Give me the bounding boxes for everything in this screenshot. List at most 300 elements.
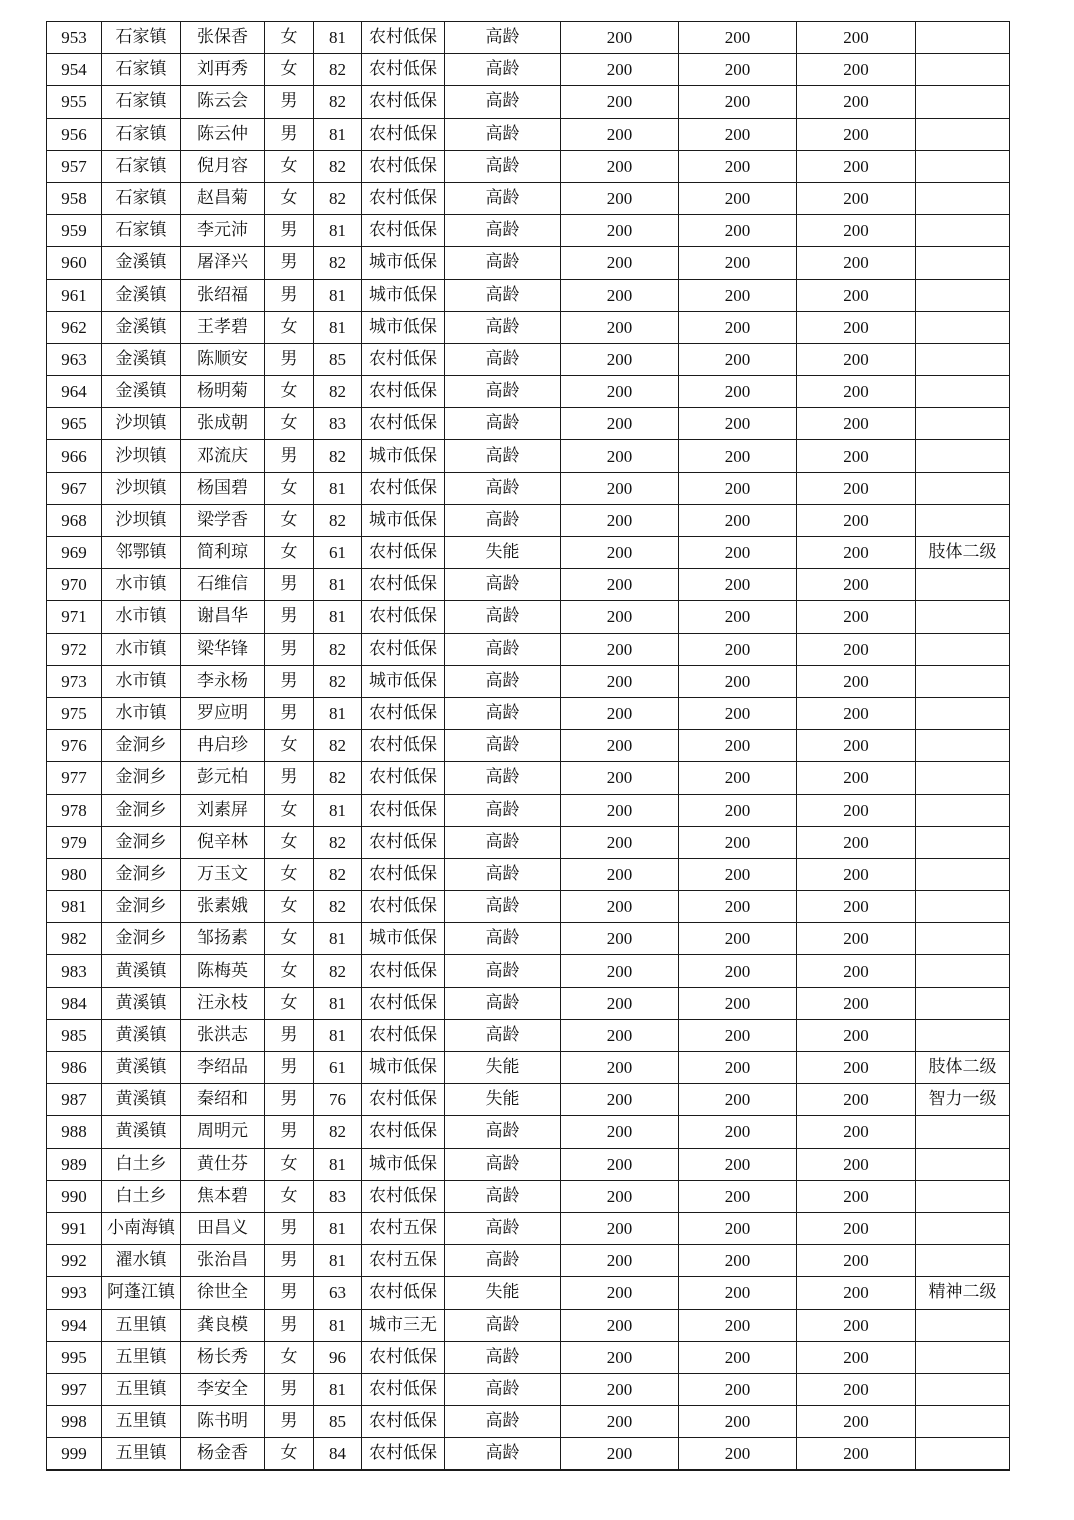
cell-amount-1: 200	[561, 987, 679, 1019]
cell-row-number: 988	[47, 1116, 102, 1148]
cell-age: 81	[314, 569, 362, 601]
cell-township: 沙坝镇	[102, 408, 181, 440]
cell-amount-3: 200	[797, 923, 916, 955]
cell-amount-2: 200	[679, 1019, 797, 1051]
cell-amount-3: 200	[797, 1277, 916, 1309]
cell-name: 汪永枝	[181, 987, 265, 1019]
table-row	[47, 1245, 1010, 1277]
cell-name: 徐世全	[181, 1277, 265, 1309]
cell-amount-2: 200	[679, 1052, 797, 1084]
cell-type: 高龄	[445, 472, 561, 504]
cell-amount-3: 200	[797, 826, 916, 858]
cell-name: 李绍品	[181, 1052, 265, 1084]
cell-age: 63	[314, 1277, 362, 1309]
cell-name: 张成朝	[181, 408, 265, 440]
table-row	[47, 343, 1010, 375]
table-row	[47, 569, 1010, 601]
cell-note	[916, 118, 1010, 150]
roster-table	[46, 21, 1010, 1471]
cell-age: 81	[314, 279, 362, 311]
cell-age: 84	[314, 1438, 362, 1471]
cell-gender: 女	[265, 22, 314, 54]
cell-age: 81	[314, 987, 362, 1019]
cell-age: 81	[314, 1373, 362, 1405]
cell-row-number: 964	[47, 376, 102, 408]
cell-type: 高龄	[445, 247, 561, 279]
cell-amount-1: 200	[561, 22, 679, 54]
cell-name: 谢昌华	[181, 601, 265, 633]
cell-amount-2: 200	[679, 730, 797, 762]
table-row	[47, 504, 1010, 536]
cell-type: 高龄	[445, 601, 561, 633]
cell-type: 高龄	[445, 1341, 561, 1373]
cell-amount-2: 200	[679, 504, 797, 536]
cell-age: 61	[314, 1052, 362, 1084]
cell-amount-3: 200	[797, 697, 916, 729]
cell-amount-2: 200	[679, 1373, 797, 1405]
cell-row-number: 980	[47, 858, 102, 890]
cell-name: 杨国碧	[181, 472, 265, 504]
cell-row-number: 970	[47, 569, 102, 601]
cell-category: 农村低保	[362, 891, 445, 923]
table-row	[47, 408, 1010, 440]
cell-amount-1: 200	[561, 1212, 679, 1244]
cell-note	[916, 826, 1010, 858]
cell-township: 小南海镇	[102, 1212, 181, 1244]
cell-note	[916, 472, 1010, 504]
cell-row-number: 995	[47, 1341, 102, 1373]
cell-amount-2: 200	[679, 1084, 797, 1116]
cell-name: 刘再秀	[181, 54, 265, 86]
cell-amount-3: 200	[797, 1406, 916, 1438]
cell-amount-1: 200	[561, 118, 679, 150]
cell-gender: 男	[265, 633, 314, 665]
cell-gender: 男	[265, 247, 314, 279]
cell-amount-3: 200	[797, 1148, 916, 1180]
cell-row-number: 981	[47, 891, 102, 923]
cell-name: 杨长秀	[181, 1341, 265, 1373]
cell-name: 王孝碧	[181, 311, 265, 343]
cell-amount-3: 200	[797, 1341, 916, 1373]
cell-amount-2: 200	[679, 1277, 797, 1309]
cell-type: 高龄	[445, 987, 561, 1019]
cell-age: 81	[314, 697, 362, 729]
cell-type: 高龄	[445, 955, 561, 987]
cell-name: 陈顺安	[181, 343, 265, 375]
cell-age: 83	[314, 408, 362, 440]
cell-gender: 女	[265, 54, 314, 86]
cell-amount-3: 200	[797, 858, 916, 890]
table-row	[47, 1084, 1010, 1116]
cell-township: 濯水镇	[102, 1245, 181, 1277]
cell-row-number: 999	[47, 1438, 102, 1471]
table-row	[47, 730, 1010, 762]
cell-township: 黄溪镇	[102, 1052, 181, 1084]
cell-township: 黄溪镇	[102, 1116, 181, 1148]
cell-gender: 女	[265, 955, 314, 987]
cell-category: 农村低保	[362, 1084, 445, 1116]
cell-type: 高龄	[445, 1438, 561, 1471]
cell-row-number: 986	[47, 1052, 102, 1084]
cell-township: 金溪镇	[102, 343, 181, 375]
cell-amount-3: 200	[797, 762, 916, 794]
cell-note	[916, 1019, 1010, 1051]
cell-amount-3: 200	[797, 376, 916, 408]
table-row	[47, 279, 1010, 311]
cell-type: 高龄	[445, 118, 561, 150]
table-row	[47, 601, 1010, 633]
cell-row-number: 965	[47, 408, 102, 440]
cell-amount-1: 200	[561, 279, 679, 311]
cell-amount-1: 200	[561, 633, 679, 665]
cell-amount-2: 200	[679, 923, 797, 955]
cell-type: 高龄	[445, 54, 561, 86]
cell-type: 失能	[445, 537, 561, 569]
cell-amount-3: 200	[797, 311, 916, 343]
cell-note	[916, 311, 1010, 343]
cell-amount-2: 200	[679, 343, 797, 375]
cell-category: 农村低保	[362, 1116, 445, 1148]
cell-name: 梁华锋	[181, 633, 265, 665]
cell-township: 五里镇	[102, 1406, 181, 1438]
cell-gender: 女	[265, 826, 314, 858]
cell-category: 农村低保	[362, 697, 445, 729]
cell-name: 陈书明	[181, 1406, 265, 1438]
cell-gender: 男	[265, 1116, 314, 1148]
cell-row-number: 992	[47, 1245, 102, 1277]
cell-name: 赵昌菊	[181, 182, 265, 214]
cell-amount-2: 200	[679, 472, 797, 504]
cell-type: 高龄	[445, 440, 561, 472]
cell-type: 高龄	[445, 891, 561, 923]
cell-amount-1: 200	[561, 569, 679, 601]
cell-age: 82	[314, 633, 362, 665]
cell-note	[916, 601, 1010, 633]
cell-amount-1: 200	[561, 86, 679, 118]
cell-note	[916, 1180, 1010, 1212]
cell-category: 农村低保	[362, 408, 445, 440]
cell-type: 高龄	[445, 279, 561, 311]
cell-age: 96	[314, 1341, 362, 1373]
cell-amount-3: 200	[797, 730, 916, 762]
cell-category: 农村低保	[362, 150, 445, 182]
cell-amount-1: 200	[561, 1148, 679, 1180]
cell-type: 高龄	[445, 182, 561, 214]
cell-row-number: 959	[47, 215, 102, 247]
cell-category: 农村低保	[362, 633, 445, 665]
table-row	[47, 537, 1010, 569]
cell-type: 高龄	[445, 343, 561, 375]
cell-amount-1: 200	[561, 955, 679, 987]
cell-amount-1: 200	[561, 1309, 679, 1341]
cell-amount-1: 200	[561, 376, 679, 408]
cell-type: 高龄	[445, 1116, 561, 1148]
cell-amount-1: 200	[561, 215, 679, 247]
cell-gender: 男	[265, 1406, 314, 1438]
cell-amount-1: 200	[561, 794, 679, 826]
cell-row-number: 976	[47, 730, 102, 762]
cell-note	[916, 440, 1010, 472]
cell-name: 邓流庆	[181, 440, 265, 472]
cell-gender: 男	[265, 279, 314, 311]
cell-amount-1: 200	[561, 472, 679, 504]
cell-type: 高龄	[445, 1245, 561, 1277]
cell-amount-3: 200	[797, 150, 916, 182]
cell-category: 农村低保	[362, 794, 445, 826]
cell-category: 农村低保	[362, 762, 445, 794]
cell-type: 高龄	[445, 1406, 561, 1438]
cell-amount-1: 200	[561, 537, 679, 569]
cell-amount-3: 200	[797, 86, 916, 118]
cell-note	[916, 1341, 1010, 1373]
cell-name: 陈云仲	[181, 118, 265, 150]
cell-age: 85	[314, 1406, 362, 1438]
cell-type: 高龄	[445, 569, 561, 601]
cell-note	[916, 762, 1010, 794]
table-row	[47, 1309, 1010, 1341]
cell-type: 高龄	[445, 697, 561, 729]
cell-row-number: 991	[47, 1212, 102, 1244]
cell-note	[916, 1373, 1010, 1405]
cell-type: 失能	[445, 1052, 561, 1084]
cell-amount-3: 200	[797, 1084, 916, 1116]
cell-note	[916, 54, 1010, 86]
cell-category: 城市三无	[362, 1309, 445, 1341]
cell-amount-3: 200	[797, 247, 916, 279]
cell-note	[916, 279, 1010, 311]
cell-amount-3: 200	[797, 1309, 916, 1341]
cell-note	[916, 150, 1010, 182]
cell-township: 黄溪镇	[102, 1019, 181, 1051]
cell-amount-1: 200	[561, 182, 679, 214]
cell-amount-2: 200	[679, 955, 797, 987]
cell-name: 屠泽兴	[181, 247, 265, 279]
cell-gender: 女	[265, 1341, 314, 1373]
cell-note: 智力一级	[916, 1084, 1010, 1116]
cell-amount-1: 200	[561, 504, 679, 536]
cell-category: 农村低保	[362, 86, 445, 118]
cell-type: 失能	[445, 1084, 561, 1116]
cell-age: 81	[314, 215, 362, 247]
cell-amount-2: 200	[679, 247, 797, 279]
cell-gender: 男	[265, 1373, 314, 1405]
cell-category: 城市低保	[362, 665, 445, 697]
cell-amount-1: 200	[561, 665, 679, 697]
cell-age: 81	[314, 1212, 362, 1244]
cell-note	[916, 215, 1010, 247]
cell-note: 精神二级	[916, 1277, 1010, 1309]
table-row	[47, 987, 1010, 1019]
cell-gender: 男	[265, 1212, 314, 1244]
cell-row-number: 978	[47, 794, 102, 826]
cell-category: 农村低保	[362, 1277, 445, 1309]
cell-gender: 男	[265, 697, 314, 729]
cell-amount-1: 200	[561, 826, 679, 858]
cell-amount-3: 200	[797, 1438, 916, 1471]
cell-township: 黄溪镇	[102, 1084, 181, 1116]
table-row	[47, 182, 1010, 214]
cell-township: 黄溪镇	[102, 955, 181, 987]
cell-row-number: 963	[47, 343, 102, 375]
cell-gender: 女	[265, 923, 314, 955]
cell-note	[916, 86, 1010, 118]
cell-gender: 男	[265, 1277, 314, 1309]
cell-amount-3: 200	[797, 665, 916, 697]
cell-amount-2: 200	[679, 1309, 797, 1341]
cell-row-number: 969	[47, 537, 102, 569]
cell-type: 高龄	[445, 826, 561, 858]
cell-type: 高龄	[445, 1373, 561, 1405]
cell-township: 白土乡	[102, 1148, 181, 1180]
table-row	[47, 376, 1010, 408]
table-row	[47, 215, 1010, 247]
table-row	[47, 923, 1010, 955]
cell-amount-3: 200	[797, 891, 916, 923]
cell-amount-3: 200	[797, 1116, 916, 1148]
cell-amount-1: 200	[561, 440, 679, 472]
cell-township: 金洞乡	[102, 923, 181, 955]
cell-type: 高龄	[445, 22, 561, 54]
cell-amount-2: 200	[679, 215, 797, 247]
cell-note	[916, 665, 1010, 697]
cell-amount-2: 200	[679, 86, 797, 118]
cell-note	[916, 569, 1010, 601]
cell-township: 金洞乡	[102, 891, 181, 923]
cell-age: 81	[314, 1148, 362, 1180]
cell-category: 农村低保	[362, 569, 445, 601]
table-row	[47, 1019, 1010, 1051]
cell-amount-1: 200	[561, 1180, 679, 1212]
cell-gender: 男	[265, 601, 314, 633]
cell-gender: 男	[265, 569, 314, 601]
cell-amount-3: 200	[797, 1212, 916, 1244]
cell-row-number: 998	[47, 1406, 102, 1438]
cell-row-number: 990	[47, 1180, 102, 1212]
cell-township: 金溪镇	[102, 247, 181, 279]
cell-amount-1: 200	[561, 1084, 679, 1116]
cell-amount-1: 200	[561, 1052, 679, 1084]
cell-township: 金洞乡	[102, 762, 181, 794]
cell-name: 秦绍和	[181, 1084, 265, 1116]
cell-name: 刘素屏	[181, 794, 265, 826]
table-row	[47, 633, 1010, 665]
cell-age: 82	[314, 504, 362, 536]
cell-amount-1: 200	[561, 923, 679, 955]
cell-gender: 女	[265, 376, 314, 408]
cell-name: 龚良模	[181, 1309, 265, 1341]
cell-amount-3: 200	[797, 1019, 916, 1051]
cell-gender: 女	[265, 987, 314, 1019]
cell-type: 高龄	[445, 1309, 561, 1341]
cell-type: 高龄	[445, 858, 561, 890]
cell-township: 沙坝镇	[102, 504, 181, 536]
cell-note	[916, 504, 1010, 536]
cell-township: 石家镇	[102, 22, 181, 54]
cell-age: 82	[314, 762, 362, 794]
cell-category: 农村低保	[362, 1180, 445, 1212]
cell-age: 81	[314, 118, 362, 150]
cell-type: 高龄	[445, 762, 561, 794]
cell-amount-1: 200	[561, 408, 679, 440]
cell-age: 82	[314, 86, 362, 118]
cell-amount-1: 200	[561, 697, 679, 729]
cell-row-number: 953	[47, 22, 102, 54]
cell-age: 81	[314, 311, 362, 343]
cell-row-number: 954	[47, 54, 102, 86]
cell-note	[916, 343, 1010, 375]
cell-township: 五里镇	[102, 1309, 181, 1341]
cell-township: 沙坝镇	[102, 440, 181, 472]
cell-category: 农村低保	[362, 118, 445, 150]
cell-age: 82	[314, 182, 362, 214]
cell-amount-1: 200	[561, 601, 679, 633]
cell-type: 高龄	[445, 1019, 561, 1051]
cell-amount-2: 200	[679, 1148, 797, 1180]
cell-gender: 男	[265, 440, 314, 472]
cell-amount-1: 200	[561, 311, 679, 343]
cell-amount-3: 200	[797, 215, 916, 247]
cell-category: 城市低保	[362, 504, 445, 536]
cell-row-number: 997	[47, 1373, 102, 1405]
cell-amount-3: 200	[797, 794, 916, 826]
cell-amount-2: 200	[679, 182, 797, 214]
table-row	[47, 1116, 1010, 1148]
cell-note	[916, 1245, 1010, 1277]
cell-amount-1: 200	[561, 1277, 679, 1309]
cell-age: 61	[314, 537, 362, 569]
cell-category: 农村低保	[362, 343, 445, 375]
cell-gender: 男	[265, 343, 314, 375]
cell-age: 76	[314, 1084, 362, 1116]
cell-row-number: 967	[47, 472, 102, 504]
table-row	[47, 891, 1010, 923]
cell-amount-1: 200	[561, 762, 679, 794]
cell-note	[916, 1116, 1010, 1148]
cell-name: 倪辛林	[181, 826, 265, 858]
cell-amount-2: 200	[679, 762, 797, 794]
table-row	[47, 1148, 1010, 1180]
cell-name: 万玉文	[181, 858, 265, 890]
cell-age: 81	[314, 601, 362, 633]
cell-note	[916, 1212, 1010, 1244]
cell-name: 张洪志	[181, 1019, 265, 1051]
cell-amount-2: 200	[679, 601, 797, 633]
cell-amount-3: 200	[797, 1052, 916, 1084]
cell-name: 焦本碧	[181, 1180, 265, 1212]
cell-category: 农村低保	[362, 1406, 445, 1438]
cell-name: 彭元柏	[181, 762, 265, 794]
cell-note	[916, 633, 1010, 665]
table-row	[47, 1277, 1010, 1309]
cell-amount-3: 200	[797, 408, 916, 440]
cell-age: 81	[314, 1245, 362, 1277]
cell-row-number: 962	[47, 311, 102, 343]
cell-gender: 男	[265, 215, 314, 247]
cell-name: 石维信	[181, 569, 265, 601]
cell-township: 金洞乡	[102, 730, 181, 762]
cell-age: 82	[314, 665, 362, 697]
cell-category: 城市低保	[362, 440, 445, 472]
cell-category: 农村低保	[362, 1438, 445, 1471]
cell-type: 高龄	[445, 86, 561, 118]
cell-amount-3: 200	[797, 633, 916, 665]
cell-name: 田昌义	[181, 1212, 265, 1244]
cell-name: 罗应明	[181, 697, 265, 729]
cell-category: 农村低保	[362, 537, 445, 569]
cell-amount-3: 200	[797, 182, 916, 214]
cell-note	[916, 955, 1010, 987]
cell-amount-1: 200	[561, 1116, 679, 1148]
